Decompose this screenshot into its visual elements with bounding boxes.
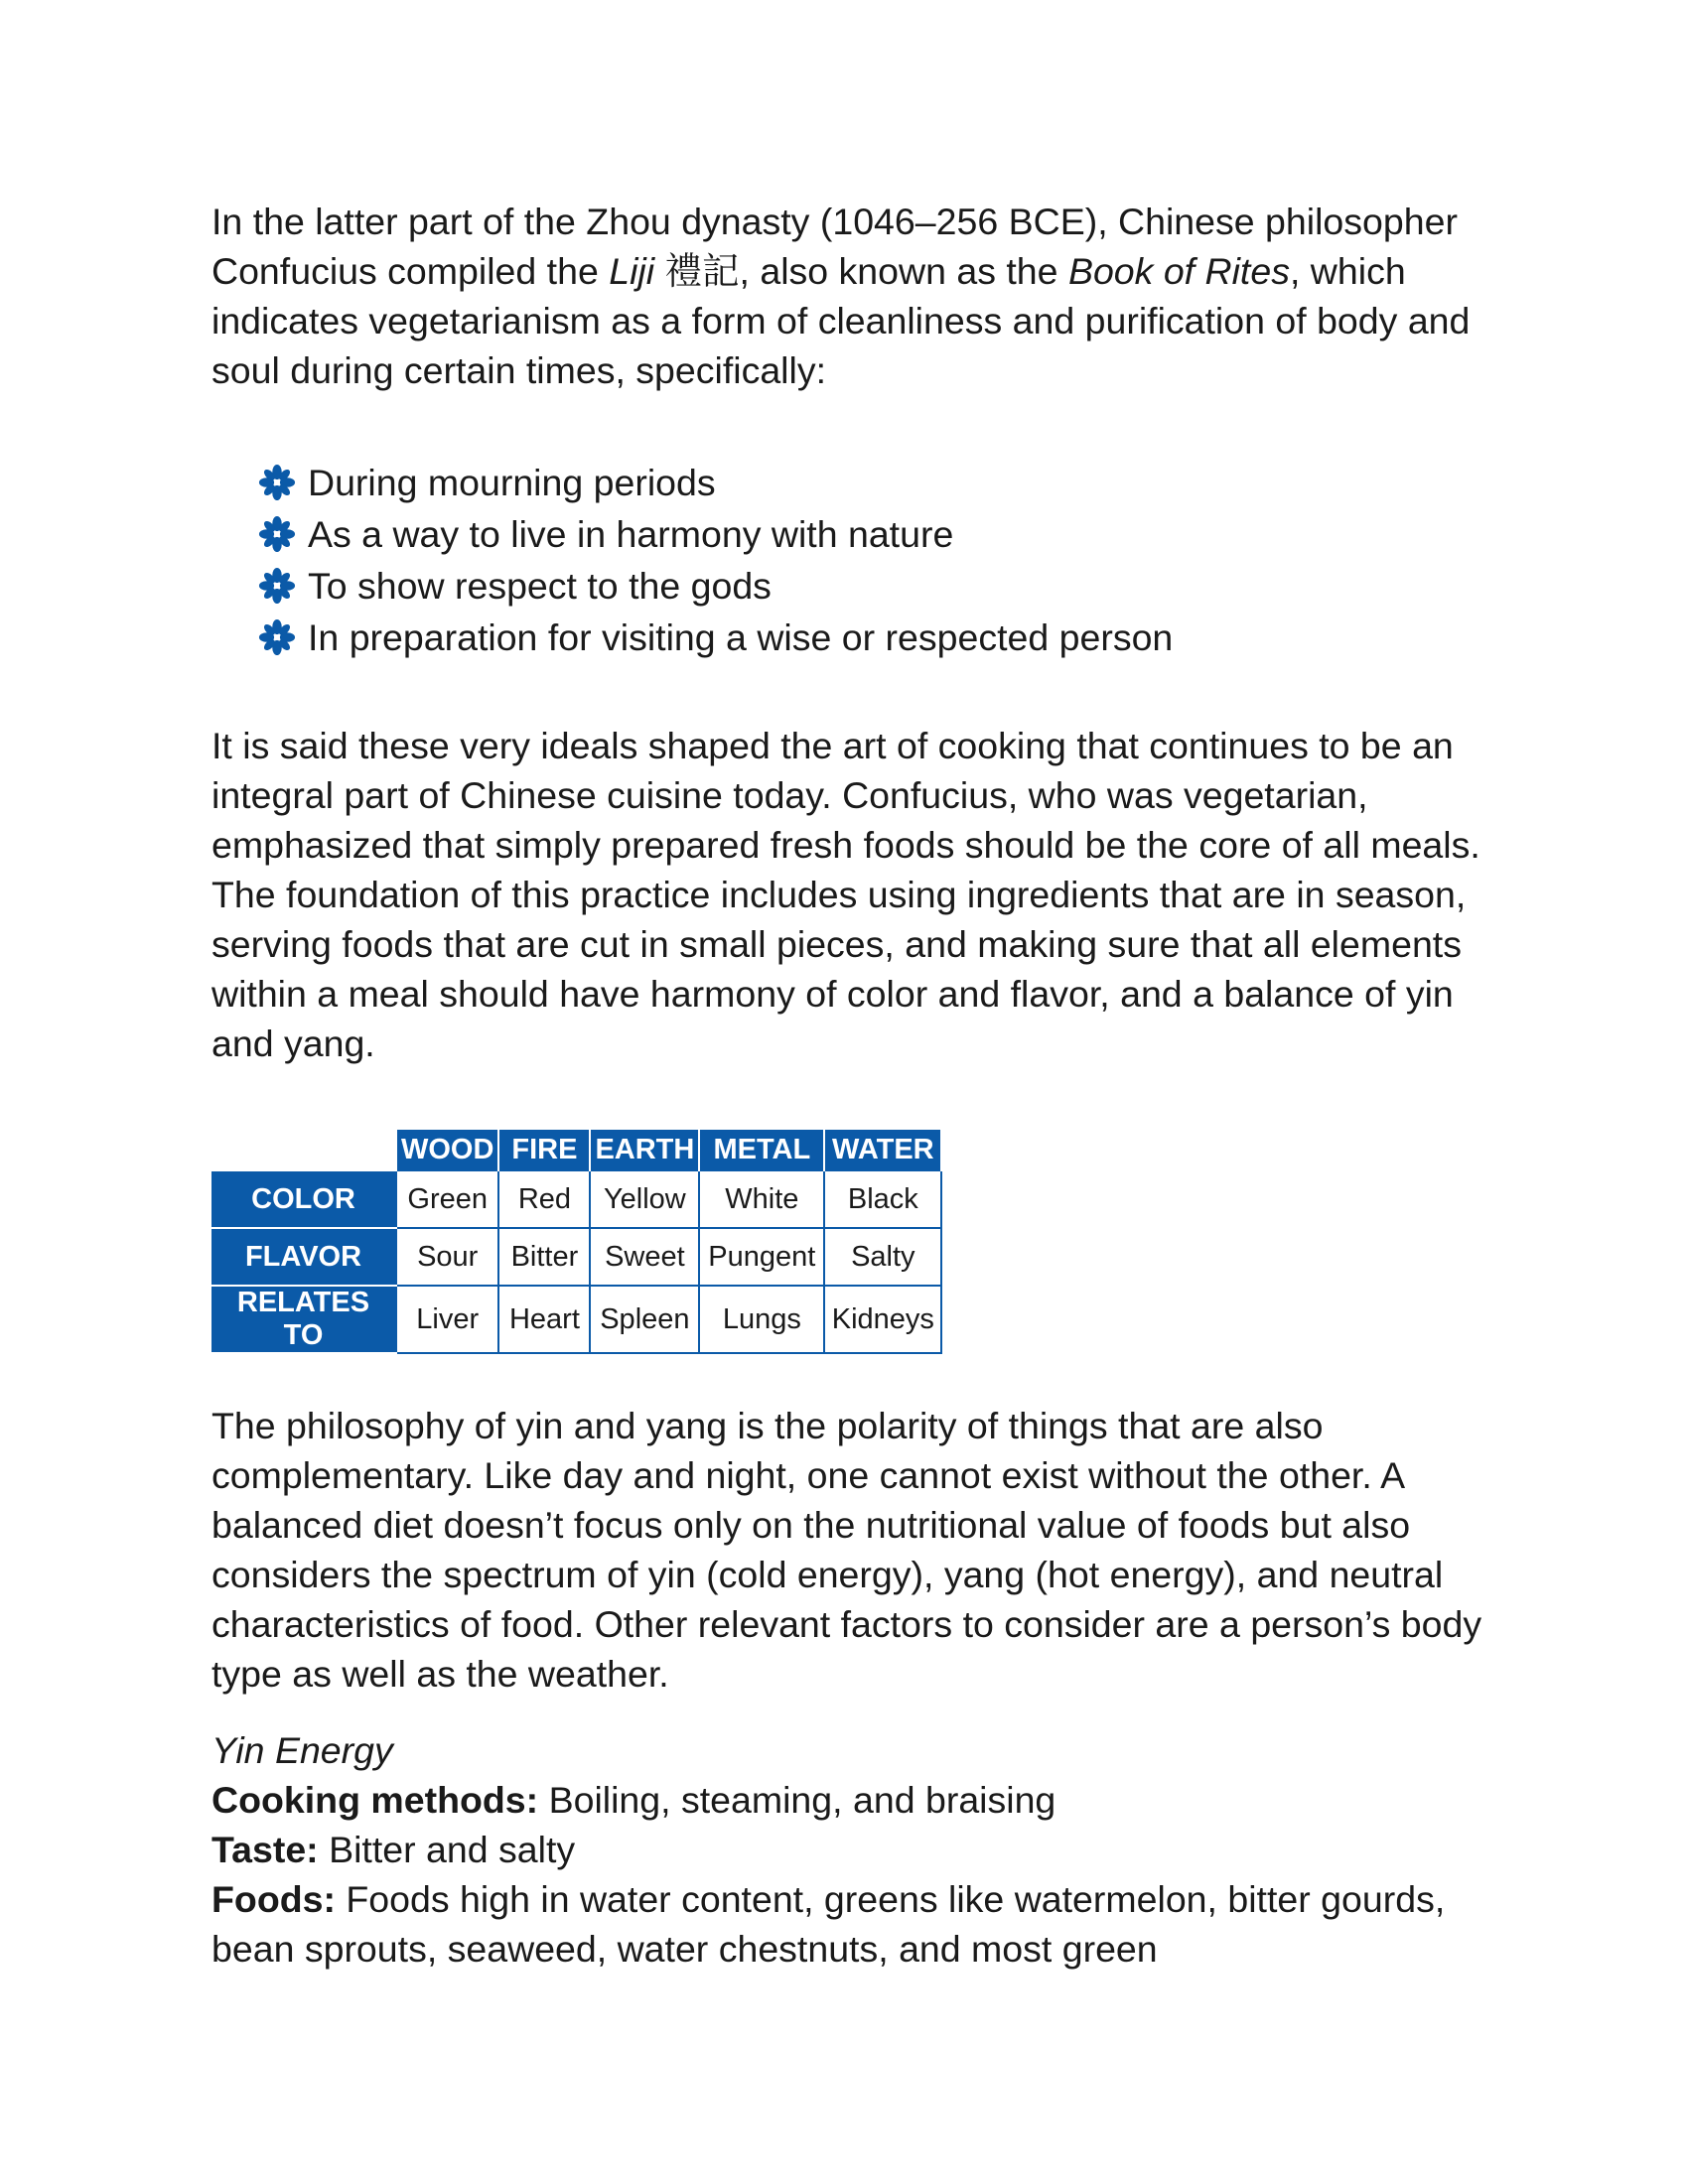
occasions-list: [258, 457, 1173, 663]
table-row: [211, 1228, 941, 1286]
list-item-label: During mourning periods: [308, 462, 716, 503]
column-header-earth: EARTH: [590, 1130, 699, 1170]
table-cell: Sweet: [590, 1228, 699, 1286]
yin-yang-paragraph: The philosophy of yin and yang is the polarity of things that are also complementary. Like day and night, one cannot exist without the other. A balanced diet doesn’t focus only on the nutritional value of foods but also considers the spectrum of yin (cold energy), yang (hot energy), and neutral characteristics of food. Other relevant factors to consider are a person’s body type as well as the weather.: [211, 1405, 1482, 1695]
cuisine-paragraph: It is said these very ideals shaped the art of cooking that continues to be an integral part of Chinese cuisine today. Confucius, who was vegetarian, emphasized that simply prepared fresh foods should be the core of all meals. The foundation of this practice includes using ingredients that are in season, serving foods that are cut in small pieces, and making sure that all elements within a meal should have harmony of color and flavor, and a balance of yin and yang.: [211, 725, 1480, 1064]
table-cell: Spleen: [590, 1286, 699, 1353]
table-corner: [211, 1130, 396, 1170]
table-cell: Sour: [396, 1228, 498, 1286]
cooking-methods-line: [211, 1775, 1492, 1825]
table-row: [211, 1170, 941, 1228]
book-of-rites-title: Book of Rites: [1067, 250, 1290, 292]
table-header-row: [211, 1130, 941, 1170]
cooking-methods-value: Boiling, steaming, and braising: [538, 1779, 1056, 1821]
table-cell: Lungs: [699, 1286, 824, 1353]
list-item-label: To show respect to the gods: [308, 565, 772, 607]
foods-label: Foods:: [211, 1878, 336, 1920]
column-header-fire: FIRE: [498, 1130, 590, 1170]
yin-energy-section: [211, 1725, 1492, 1974]
snowflake-flower-icon: [258, 567, 296, 605]
table-cell: Heart: [498, 1286, 590, 1353]
five-elements-table: [211, 1130, 942, 1354]
table-cell: Red: [498, 1170, 590, 1228]
table-cell: Liver: [396, 1286, 498, 1353]
column-header-wood: WOOD: [396, 1130, 498, 1170]
column-header-water: WATER: [824, 1130, 941, 1170]
snowflake-flower-icon: [258, 618, 296, 656]
row-header-color: COLOR: [211, 1170, 396, 1228]
table-cell: Bitter: [498, 1228, 590, 1286]
row-header-relates-to: RELATES TO: [211, 1286, 396, 1353]
list-item: [258, 508, 1173, 560]
yin-energy-heading: Yin Energy: [211, 1729, 393, 1771]
intro-text-c: , which indicates vegetarianism as a form of cleanliness and purification of body and soul during certain times, specifically:: [211, 250, 1471, 391]
intro-text-b: 禮記, also known as the: [654, 250, 1068, 292]
list-item: [258, 560, 1173, 612]
taste-label: Taste:: [211, 1829, 319, 1870]
foods-value: Foods high in water content, greens like watermelon, bitter gourds, bean sprouts, seaweed, water chestnuts, and most green: [211, 1878, 1446, 1970]
intro-text-a: In the latter part of the Zhou dynasty (1046–256 BCE), Chinese philosopher Confucius compiled the: [211, 201, 1458, 292]
table-cell: White: [699, 1170, 824, 1228]
taste-value: Bitter and salty: [318, 1829, 576, 1870]
table-cell: Green: [396, 1170, 498, 1228]
cooking-methods-label: Cooking methods:: [211, 1779, 539, 1821]
table-cell: Pungent: [699, 1228, 824, 1286]
table-row: [211, 1286, 941, 1353]
intro-paragraph: [211, 197, 1492, 395]
row-header-flavor: FLAVOR: [211, 1228, 396, 1286]
list-item: [258, 612, 1173, 663]
list-item-label: As a way to live in harmony with nature: [308, 513, 954, 555]
column-header-metal: METAL: [699, 1130, 824, 1170]
table-cell: Kidneys: [824, 1286, 941, 1353]
taste-line: [211, 1825, 1492, 1874]
snowflake-flower-icon: [258, 464, 296, 501]
list-item: [258, 457, 1173, 508]
snowflake-flower-icon: [258, 515, 296, 553]
table-cell: Salty: [824, 1228, 941, 1286]
foods-line: [211, 1874, 1492, 1974]
list-item-label: In preparation for visiting a wise or respected person: [308, 616, 1174, 658]
table-cell: Black: [824, 1170, 941, 1228]
table-cell: Yellow: [590, 1170, 699, 1228]
liji-title: Liji: [609, 250, 655, 292]
